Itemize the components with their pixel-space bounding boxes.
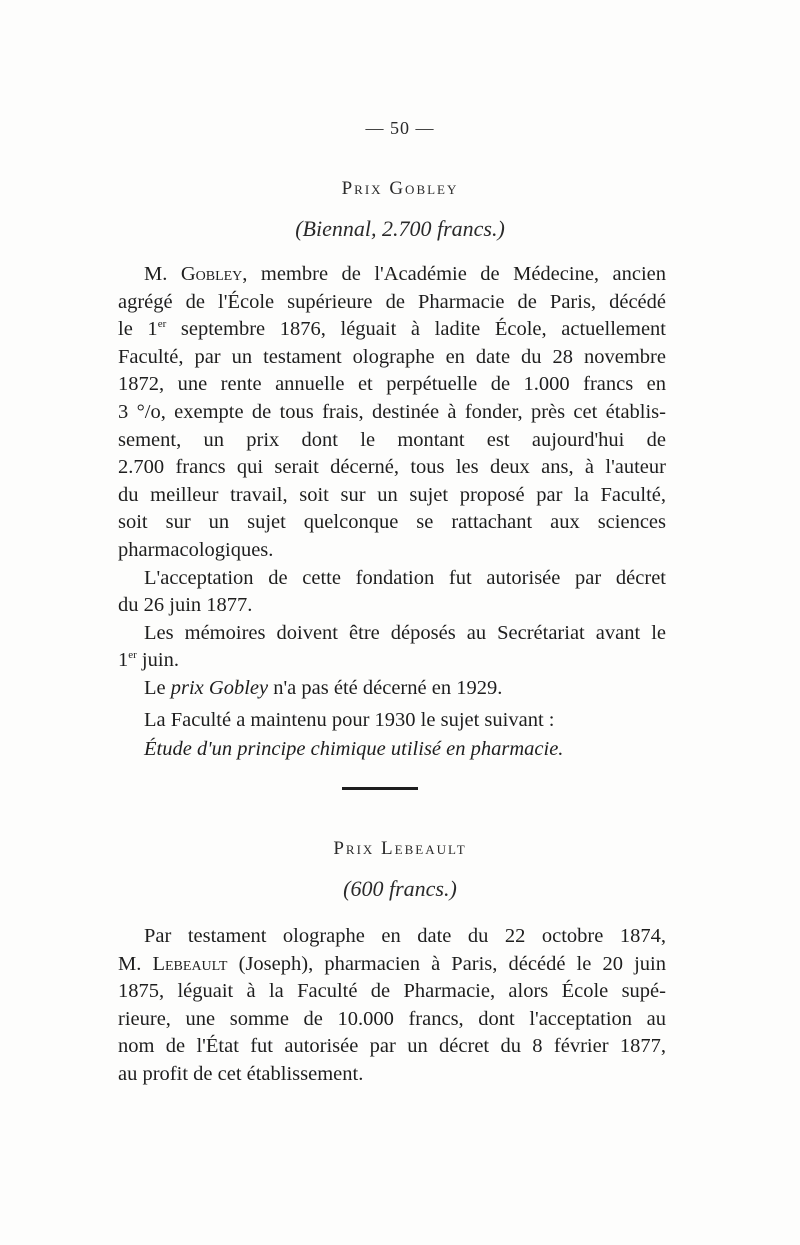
text-line: M. Lebeault (Joseph), pharmacien à Paris, décédé le 20 juin <box>118 952 666 975</box>
text-line: nom de l'État fut autorisée par un décret du 8 février 1877, <box>118 1035 666 1058</box>
text-line: 3 °/o, exempte de tous frais, destinée à fonder, près cet établis- <box>118 400 666 423</box>
text-line: Les mémoires doivent être déposés au Secrétariat avant le <box>144 621 666 644</box>
text-line: le 1er septembre 1876, léguait à ladite École, actuellement <box>118 318 666 341</box>
text-line: soit sur un sujet quelconque se rattachant aux sciences <box>118 511 666 534</box>
text-line: du meilleur travail, soit sur un sujet proposé par la Faculté, <box>118 483 666 506</box>
text-line: pharmacologiques. <box>118 538 274 561</box>
text-line: sement, un prix dont le montant est aujourd'hui de <box>118 428 666 451</box>
text-line: Faculté, par un testament olographe en date du 28 novembre <box>118 345 666 368</box>
heading-name: Gobley <box>389 178 459 199</box>
text-line: 2.700 francs qui serait décerné, tous les deux ans, à l'auteur <box>118 456 666 479</box>
text-line: Le prix Gobley n'a pas été décerné en 1929. <box>144 676 503 699</box>
text-line: La Faculté a maintenu pour 1930 le sujet suivant : <box>144 708 555 731</box>
body-text-lebeault <box>118 923 666 1089</box>
text-line: Par testament olographe en date du 22 octobre 1874, <box>144 925 666 947</box>
text-line: au profit de cet établissement. <box>118 1062 364 1085</box>
heading-name: Lebeault <box>381 838 467 859</box>
section-subheading-gobley: (Biennal, 2.700 francs.) <box>295 216 505 241</box>
text-line: rieure, une somme de 10.000 francs, dont l'acceptation au <box>118 1007 666 1030</box>
heading-prefix: Prix <box>333 838 375 859</box>
text-line: 1875, léguait à la Faculté de Pharmacie, alors École supé- <box>118 980 666 1003</box>
section-heading-lebeault <box>0 838 800 860</box>
section-heading-gobley <box>0 178 800 200</box>
text-line: 1er juin. <box>118 649 179 672</box>
text-line: du 26 juin 1877. <box>118 594 253 617</box>
text-line: agrégé de l'École supérieure de Pharmacie de Paris, décédé <box>118 290 666 313</box>
person-name: Gobley <box>180 263 243 285</box>
text-line: 1872, une rente annuelle et perpétuelle de 1.000 francs en <box>118 373 666 396</box>
prize-name-italic: prix Gobley <box>170 676 269 699</box>
person-name: Lebeault <box>152 952 228 975</box>
text-line: M. Gobley, membre de l'Académie de Médecine, ancien <box>144 263 667 285</box>
section-divider <box>342 787 418 790</box>
page-number: — 50 — <box>365 118 435 138</box>
text-line: L'acceptation de cette fondation fut autorisée par décret <box>144 566 666 589</box>
body-text-gobley <box>118 261 666 764</box>
section-subheading-lebeault: (600 francs.) <box>343 876 457 901</box>
heading-prefix: Prix <box>341 178 383 199</box>
prize-subject: Étude d'un principe chimique utilisé en pharmacie. <box>144 738 564 761</box>
